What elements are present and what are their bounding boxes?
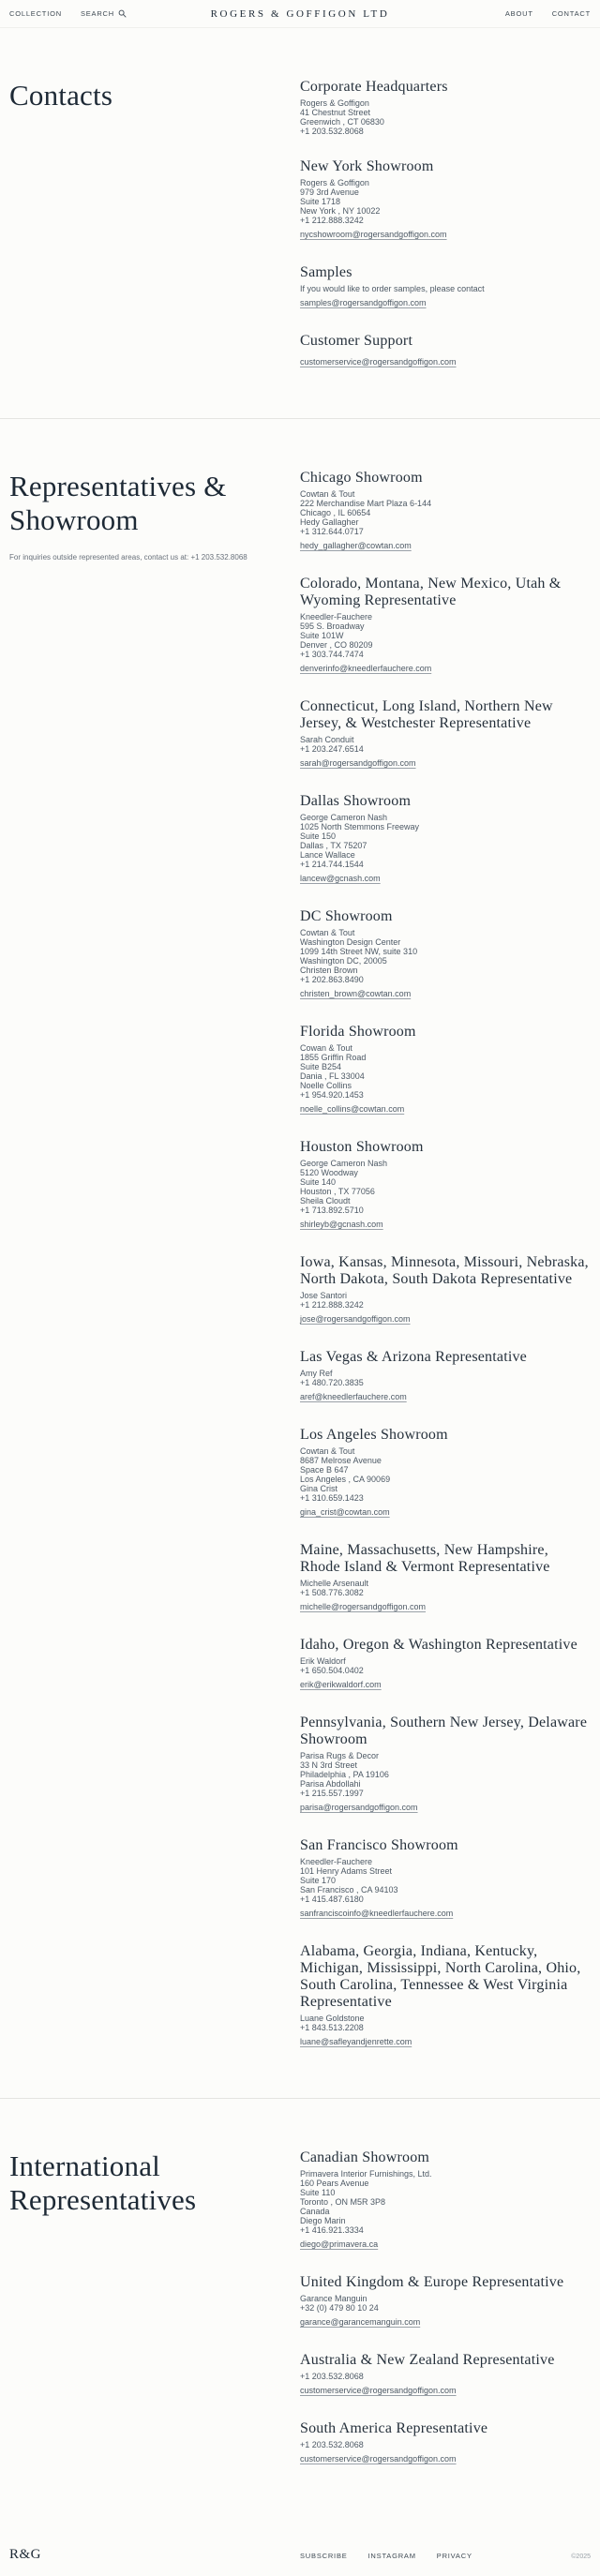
entry-line: Cowtan & Tout: [300, 489, 355, 499]
entry-line: +1 203.532.8068: [300, 2440, 364, 2449]
contact-entry: [300, 1715, 591, 1815]
header-nav-left: [9, 9, 127, 18]
entry-title: New York Showroom: [300, 158, 434, 174]
entry-line: Suite 140: [300, 1177, 337, 1187]
entry-lines: [300, 178, 591, 242]
nav-about-link[interactable]: ABOUT: [504, 9, 533, 18]
entry-line: +1 212.888.3242: [300, 216, 364, 225]
entry-line: 1855 Griffin Road: [300, 1053, 367, 1062]
entry-lines: [300, 1159, 591, 1232]
footer-links: [300, 2552, 591, 2560]
entry-line: George Cameron Nash: [300, 1159, 388, 1168]
entry-lines: [300, 612, 591, 676]
entry-line: Chicago , IL 60654: [300, 508, 371, 517]
entry-lines: [300, 98, 591, 136]
contact-entry: [300, 793, 591, 886]
email-link[interactable]: nycshowroom@rogersandgoffigon.com: [300, 230, 447, 239]
entry-line: Kneedler-Fauchere: [300, 612, 373, 622]
entry-lines: [300, 1656, 591, 1692]
entry-lines: [300, 1751, 591, 1815]
entry-line: +32 (0) 479 80 10 24: [300, 2303, 379, 2313]
entry-title: Alabama, Georgia, Indiana, Kentucky, Michigan, Mississippi, North Carolina, Ohio, South Carolina, Tennessee & West Virginia Representative: [300, 1943, 581, 2010]
entry-title: Chicago Showroom: [300, 470, 423, 486]
entry-line: 222 Merchandise Mart Plaza 6-144: [300, 499, 432, 508]
entry-line: Primavera Interior Furnishings, Ltd.: [300, 2169, 432, 2179]
contact-entry: [300, 1637, 591, 1692]
entry-line: Kneedler-Fauchere: [300, 1857, 373, 1866]
entry-title: United Kingdom & Europe Representative: [300, 2274, 564, 2290]
entry-lines: [300, 1446, 591, 1520]
entry-title: Canadian Showroom: [300, 2149, 430, 2165]
section-entries: [300, 79, 591, 369]
entry-line: Philadelphia , PA 19106: [300, 1770, 389, 1779]
entry-lines: [300, 1369, 591, 1404]
email-link[interactable]: jose@rogersandgoffigon.com: [300, 1314, 411, 1324]
email-link[interactable]: christen_brown@cowtan.com: [300, 989, 412, 998]
entry-lines: [300, 2440, 591, 2466]
entry-line: 41 Chestnut Street: [300, 108, 371, 117]
entry-line: +1 843.513.2208: [300, 2023, 364, 2032]
email-link[interactable]: garance@garancemanguin.com: [300, 2317, 421, 2327]
email-link[interactable]: michelle@rogersandgoffigon.com: [300, 1602, 427, 1611]
site-logo[interactable]: ROGERS & GOFFIGON LTD: [210, 7, 390, 20]
entry-line: +1 310.659.1423: [300, 1493, 364, 1503]
contact-entry: [300, 1542, 591, 1614]
contact-entry: [300, 1837, 591, 1921]
entry-title: Australia & New Zealand Representative: [300, 2352, 555, 2368]
entry-line: +1 416.921.3334: [300, 2225, 364, 2235]
entry-line: +1 713.892.5710: [300, 1206, 364, 1215]
entry-line: +1 954.920.1453: [300, 1090, 364, 1100]
privacy-link[interactable]: PRIVACY: [436, 2552, 472, 2560]
entry-line: 33 N 3rd Street: [300, 1760, 358, 1770]
entry-lines: [300, 1579, 591, 1614]
contact-entry: [300, 333, 591, 369]
entry-line: +1 212.888.3242: [300, 1300, 364, 1310]
section-entries: [300, 2149, 591, 2466]
entry-title: Maine, Massachusetts, New Hampshire, Rhode Island & Vermont Representative: [300, 1542, 550, 1575]
entry-lines: [300, 1043, 591, 1116]
entry-line: If you would like to order samples, please contact: [300, 284, 485, 293]
entry-line: George Cameron Nash: [300, 813, 388, 822]
entry-title: Houston Showroom: [300, 1139, 424, 1155]
contact-entry: [300, 908, 591, 1001]
footer-logo[interactable]: R&G: [9, 2547, 42, 2562]
contact-entry: [300, 158, 591, 242]
entry-title: Idaho, Oregon & Washington Representative: [300, 1637, 578, 1653]
entry-line: 1025 North Stemmons Freeway: [300, 822, 420, 831]
entry-line: Diego Marin: [300, 2216, 346, 2225]
email-link[interactable]: sanfranciscoinfo@kneedlerfauchere.com: [300, 1909, 454, 1918]
entry-line: Dallas , TX 75207: [300, 841, 368, 850]
section: [0, 2098, 600, 2515]
entry-line: +1 202.863.8490: [300, 975, 364, 984]
entry-line: Washington Design Center: [300, 937, 401, 947]
entry-line: Amy Ref: [300, 1369, 333, 1378]
email-link[interactable]: hedy_gallagher@cowtan.com: [300, 541, 412, 550]
entry-line: Dania , FL 33004: [300, 1071, 365, 1081]
entry-line: Sheila Cloudt: [300, 1196, 351, 1206]
entry-line: 5120 Woodway: [300, 1168, 358, 1177]
site-footer: [0, 2515, 600, 2576]
contact-entry: [300, 1254, 591, 1326]
contact-entry: [300, 2352, 591, 2398]
section-left-column: [9, 79, 300, 369]
entry-line: New York , NY 10022: [300, 206, 381, 216]
entry-line: Washington DC, 20005: [300, 956, 387, 966]
entry-line: 8687 Melrose Avenue: [300, 1456, 382, 1465]
entry-line: Sarah Conduit: [300, 735, 354, 744]
entry-line: Suite 101W: [300, 631, 344, 640]
email-link[interactable]: samples@rogersandgoffigon.com: [300, 298, 427, 307]
entry-line: Denver , CO 80209: [300, 640, 373, 650]
entry-lines: [300, 2294, 591, 2329]
entry-line: 595 S. Broadway: [300, 622, 365, 631]
nav-contact-link[interactable]: CONTACT: [551, 9, 591, 18]
entry-title: Florida Showroom: [300, 1024, 416, 1040]
entry-title: DC Showroom: [300, 908, 393, 924]
entry-line: Cowtan & Tout: [300, 1446, 355, 1456]
entry-line: +1 508.776.3082: [300, 1588, 364, 1597]
section-entries: [300, 470, 591, 2049]
entry-line: Cowtan & Tout: [300, 928, 355, 937]
entry-line: +1 215.557.1997: [300, 1789, 364, 1798]
entry-line: +1 312.644.0717: [300, 527, 364, 536]
entry-lines: [300, 1291, 591, 1326]
entry-title: Las Vegas & Arizona Representative: [300, 1349, 527, 1365]
contact-entry: [300, 2420, 591, 2466]
entry-title: Los Angeles Showroom: [300, 1427, 448, 1443]
email-link[interactable]: diego@primavera.ca: [300, 2239, 379, 2249]
entry-title: Customer Support: [300, 333, 413, 349]
contact-entry: [300, 470, 591, 553]
contact-entry: [300, 1024, 591, 1116]
section-heading: International Representatives: [9, 2149, 197, 2216]
entry-lines: [300, 813, 591, 886]
entry-line: Garance Manguin: [300, 2294, 368, 2303]
entry-line: +1 203.532.8068: [300, 127, 364, 136]
email-link[interactable]: noelle_collins@cowtan.com: [300, 1104, 405, 1114]
email-link[interactable]: luane@safleyandjenrette.com: [300, 2037, 412, 2046]
entry-line: Suite 170: [300, 1876, 337, 1885]
entry-title: Pennsylvania, Southern New Jersey, Delaware Showroom: [300, 1715, 588, 1747]
entry-line: Jose Santori: [300, 1291, 348, 1300]
entry-line: Noelle Collins: [300, 1081, 352, 1090]
entry-line: Canada: [300, 2207, 330, 2216]
email-link[interactable]: shirleyb@gcnash.com: [300, 1220, 383, 1229]
entry-line: Lance Wallace: [300, 850, 355, 860]
contact-entry: [300, 79, 591, 136]
entry-title: South America Representative: [300, 2420, 488, 2436]
subscribe-link[interactable]: SUBSCRIBE: [300, 2552, 348, 2560]
entry-line: +1 650.504.0402: [300, 1666, 364, 1675]
contact-entry: [300, 698, 591, 771]
email-link[interactable]: denverinfo@kneedlerfauchere.com: [300, 664, 432, 673]
entry-line: 160 Pears Avenue: [300, 2179, 369, 2188]
contact-entry: [300, 1427, 591, 1520]
email-link[interactable]: customerservice@rogersandgoffigon.com: [300, 2386, 457, 2395]
entry-lines: [300, 352, 591, 369]
entry-line: 1099 14th Street NW, suite 310: [300, 947, 418, 956]
entry-line: Hedy Gallagher: [300, 517, 359, 527]
entry-lines: [300, 735, 591, 771]
entry-line: +1 415.487.6180: [300, 1895, 364, 1904]
entry-lines: [300, 2014, 591, 2049]
entry-line: Toronto , ON M5R 3P8: [300, 2197, 386, 2207]
entry-line: +1 203.532.8068: [300, 2372, 364, 2381]
email-link[interactable]: customerservice@rogersandgoffigon.com: [300, 2454, 457, 2464]
contact-entry: [300, 1139, 591, 1232]
contact-entry: [300, 1943, 591, 2049]
entry-line: Suite 1718: [300, 197, 341, 206]
email-link[interactable]: sarah@rogersandgoffigon.com: [300, 758, 416, 768]
section: [0, 418, 600, 2098]
entry-title: Samples: [300, 264, 352, 280]
entry-line: +1 214.744.1544: [300, 860, 364, 869]
entry-lines: [300, 928, 591, 1001]
contact-entry: [300, 1349, 591, 1404]
entry-line: Parisa Rugs & Decor: [300, 1751, 380, 1760]
section-note: For inquiries outside represented areas, contact us at: +1 203.532.8068: [9, 552, 248, 562]
entry-lines: [300, 2169, 591, 2252]
entry-line: Suite B254: [300, 1062, 342, 1071]
section-heading: Representatives & Showroom: [9, 470, 227, 536]
main-content: [0, 28, 600, 2515]
entry-line: Michelle Arsenault: [300, 1579, 369, 1588]
email-link[interactable]: gina_crist@cowtan.com: [300, 1507, 390, 1517]
entry-title: Iowa, Kansas, Minnesota, Missouri, Nebraska, North Dakota, South Dakota Representative: [300, 1254, 589, 1287]
entry-line: +1 480.720.3835: [300, 1378, 364, 1387]
email-link[interactable]: customerservice@rogersandgoffigon.com: [300, 357, 457, 367]
entry-line: Parisa Abdollahi: [300, 1779, 361, 1789]
email-link[interactable]: aref@kneedlerfauchere.com: [300, 1392, 407, 1401]
contact-entry: [300, 2274, 591, 2329]
entry-title: Colorado, Montana, New Mexico, Utah & Wyoming Representative: [300, 576, 562, 608]
entry-line: Rogers & Goffigon: [300, 98, 369, 108]
site-header: [0, 0, 600, 28]
contact-entry: [300, 2149, 591, 2252]
entry-line: Houston , TX 77056: [300, 1187, 375, 1196]
entry-title: Connecticut, Long Island, Northern New Jersey, & Westchester Representative: [300, 698, 553, 731]
entry-line: San Francisco , CA 94103: [300, 1885, 398, 1895]
contact-entry: [300, 264, 591, 310]
entry-lines: [300, 1857, 591, 1921]
entry-line: 101 Henry Adams Street: [300, 1866, 393, 1876]
entry-line: Christen Brown: [300, 966, 358, 975]
entry-title: San Francisco Showroom: [300, 1837, 458, 1853]
entry-line: Suite 150: [300, 831, 337, 841]
email-link[interactable]: lancew@gcnash.com: [300, 874, 381, 883]
entry-line: Luane Goldstone: [300, 2014, 365, 2023]
section-left-column: [9, 470, 300, 2049]
entry-line: Rogers & Goffigon: [300, 178, 369, 187]
nav-search-link[interactable]: SEARCH: [81, 9, 127, 18]
copyright: ©2025: [571, 2554, 591, 2560]
entry-title: Dallas Showroom: [300, 793, 412, 809]
entry-line: Suite 110: [300, 2188, 336, 2197]
entry-line: +1 303.744.7474: [300, 650, 364, 659]
entry-lines: [300, 489, 591, 553]
entry-title: Corporate Headquarters: [300, 79, 448, 95]
section-left-column: [9, 2149, 300, 2466]
instagram-link[interactable]: INSTAGRAM: [368, 2552, 416, 2560]
entry-line: Space B 647: [300, 1465, 349, 1475]
email-link[interactable]: erik@erikwaldorf.com: [300, 1680, 382, 1689]
email-link[interactable]: parisa@rogersandgoffigon.com: [300, 1803, 418, 1812]
entry-line: Erik Waldorf: [300, 1656, 346, 1666]
entry-line: +1 203.247.6514: [300, 744, 364, 754]
nav-collection-link[interactable]: COLLECTION: [9, 9, 62, 18]
header-nav-right: [505, 9, 591, 18]
section: [0, 28, 600, 418]
entry-line: 979 3rd Avenue: [300, 187, 359, 197]
entry-lines: [300, 2372, 591, 2398]
search-icon[interactable]: [118, 9, 127, 18]
entry-lines: [300, 284, 591, 310]
entry-line: Greenwich , CT 06830: [300, 117, 384, 127]
section-heading: Contacts: [9, 79, 113, 112]
contact-entry: [300, 576, 591, 676]
entry-line: Los Angeles , CA 90069: [300, 1475, 391, 1484]
entry-line: Gina Crist: [300, 1484, 338, 1493]
entry-line: Cowan & Tout: [300, 1043, 352, 1053]
